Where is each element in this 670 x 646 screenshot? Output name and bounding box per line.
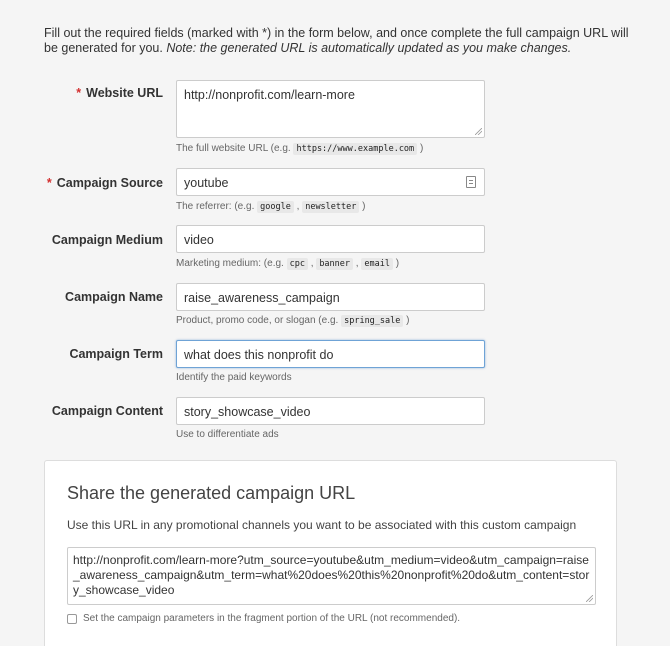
website-url-value: http://nonprofit.com/learn-more <box>184 88 355 102</box>
share-url-panel <box>44 460 617 646</box>
campaign-name-value: raise_awareness_campaign <box>184 291 340 305</box>
help-text: Product, promo code, or slogan (e.g. <box>176 315 342 326</box>
generated-url-field[interactable] <box>67 547 596 605</box>
campaign-name-field[interactable] <box>176 283 485 311</box>
campaign-source-field[interactable] <box>176 168 485 196</box>
help-example-code: banner <box>316 258 353 270</box>
help-example-code: https://www.example.com <box>293 143 417 155</box>
help-text: The referrer: (e.g. <box>176 201 258 212</box>
campaign-term-help <box>176 372 292 383</box>
campaign-name-help <box>176 315 410 326</box>
help-text: ) <box>359 201 366 212</box>
campaign-source-label-text: Campaign Source <box>56 176 163 190</box>
contact-card-icon[interactable] <box>466 176 476 188</box>
fragment-checkbox[interactable] <box>67 614 77 624</box>
website-url-label-text: Website URL <box>86 86 163 100</box>
help-example-code: email <box>361 258 393 270</box>
campaign-name-label <box>13 290 163 304</box>
website-url-field[interactable] <box>176 80 485 138</box>
campaign-source-help <box>176 201 366 212</box>
help-text: Use to differentiate ads <box>176 429 279 440</box>
help-text: The full website URL (e.g. <box>176 143 294 154</box>
campaign-source-label <box>13 176 163 190</box>
resize-handle-icon[interactable] <box>475 128 482 135</box>
intro-text <box>44 26 644 56</box>
intro-note-label: Note: <box>166 41 197 55</box>
help-example-code: spring_sale <box>341 315 403 327</box>
help-example-code: cpc <box>287 258 308 270</box>
fragment-checkbox-label[interactable]: Set the campaign parameters in the fragment portion of the URL (not recommended). <box>83 613 461 624</box>
campaign-source-value: youtube <box>184 176 229 190</box>
campaign-term-label-text: Campaign Term <box>69 347 163 361</box>
campaign-medium-help <box>176 258 399 269</box>
help-text: Marketing medium: (e.g. <box>176 258 287 269</box>
website-url-label <box>13 86 163 100</box>
campaign-content-label <box>13 404 163 418</box>
required-marker: * <box>46 176 52 190</box>
campaign-content-label-text: Campaign Content <box>51 404 163 418</box>
help-text: , <box>293 201 303 212</box>
campaign-name-label-text: Campaign Name <box>65 290 163 304</box>
campaign-medium-value: video <box>184 233 214 247</box>
campaign-content-value: story_showcase_video <box>184 405 311 419</box>
help-text: Identify the paid keywords <box>176 372 292 383</box>
campaign-content-field[interactable] <box>176 397 485 425</box>
campaign-content-help <box>176 429 279 440</box>
help-text: , <box>307 258 317 269</box>
help-example-code: google <box>257 201 294 213</box>
help-text: ) <box>392 258 400 269</box>
help-text: ) <box>403 315 410 326</box>
help-example-code: newsletter <box>302 201 359 213</box>
campaign-term-field[interactable] <box>176 340 485 368</box>
intro-main-text: Fill out the required fields (marked with *) in the form below, and once complete the full campaign URL will be generated for you. <box>44 26 629 55</box>
campaign-medium-label <box>13 233 163 247</box>
fragment-option <box>67 613 460 624</box>
help-text: ) <box>417 143 424 154</box>
share-panel-title: Share the generated campaign URL <box>67 483 356 503</box>
campaign-term-label <box>13 347 163 361</box>
resize-handle-icon[interactable] <box>586 595 593 602</box>
campaign-medium-label-text: Campaign Medium <box>51 233 163 247</box>
help-text: , <box>353 258 362 269</box>
intro-note-text: the generated URL is automatically updated as you make changes. <box>199 41 572 55</box>
campaign-medium-field[interactable] <box>176 225 485 253</box>
campaign-term-value: what does this nonprofit do <box>184 348 334 362</box>
generated-url-value: http://nonprofit.com/learn-more?utm_source=youtube&utm_medium=video&utm_campaign=raise_awareness_campaign&utm_term=what%20does%20this%20nonprofit%20do&utm_content=story_showcase_video <box>73 553 590 597</box>
required-marker: * <box>76 86 82 100</box>
website-url-help <box>176 143 423 154</box>
share-panel-description: Use this URL in any promotional channels you want to be associated with this custom campaign <box>67 518 577 532</box>
